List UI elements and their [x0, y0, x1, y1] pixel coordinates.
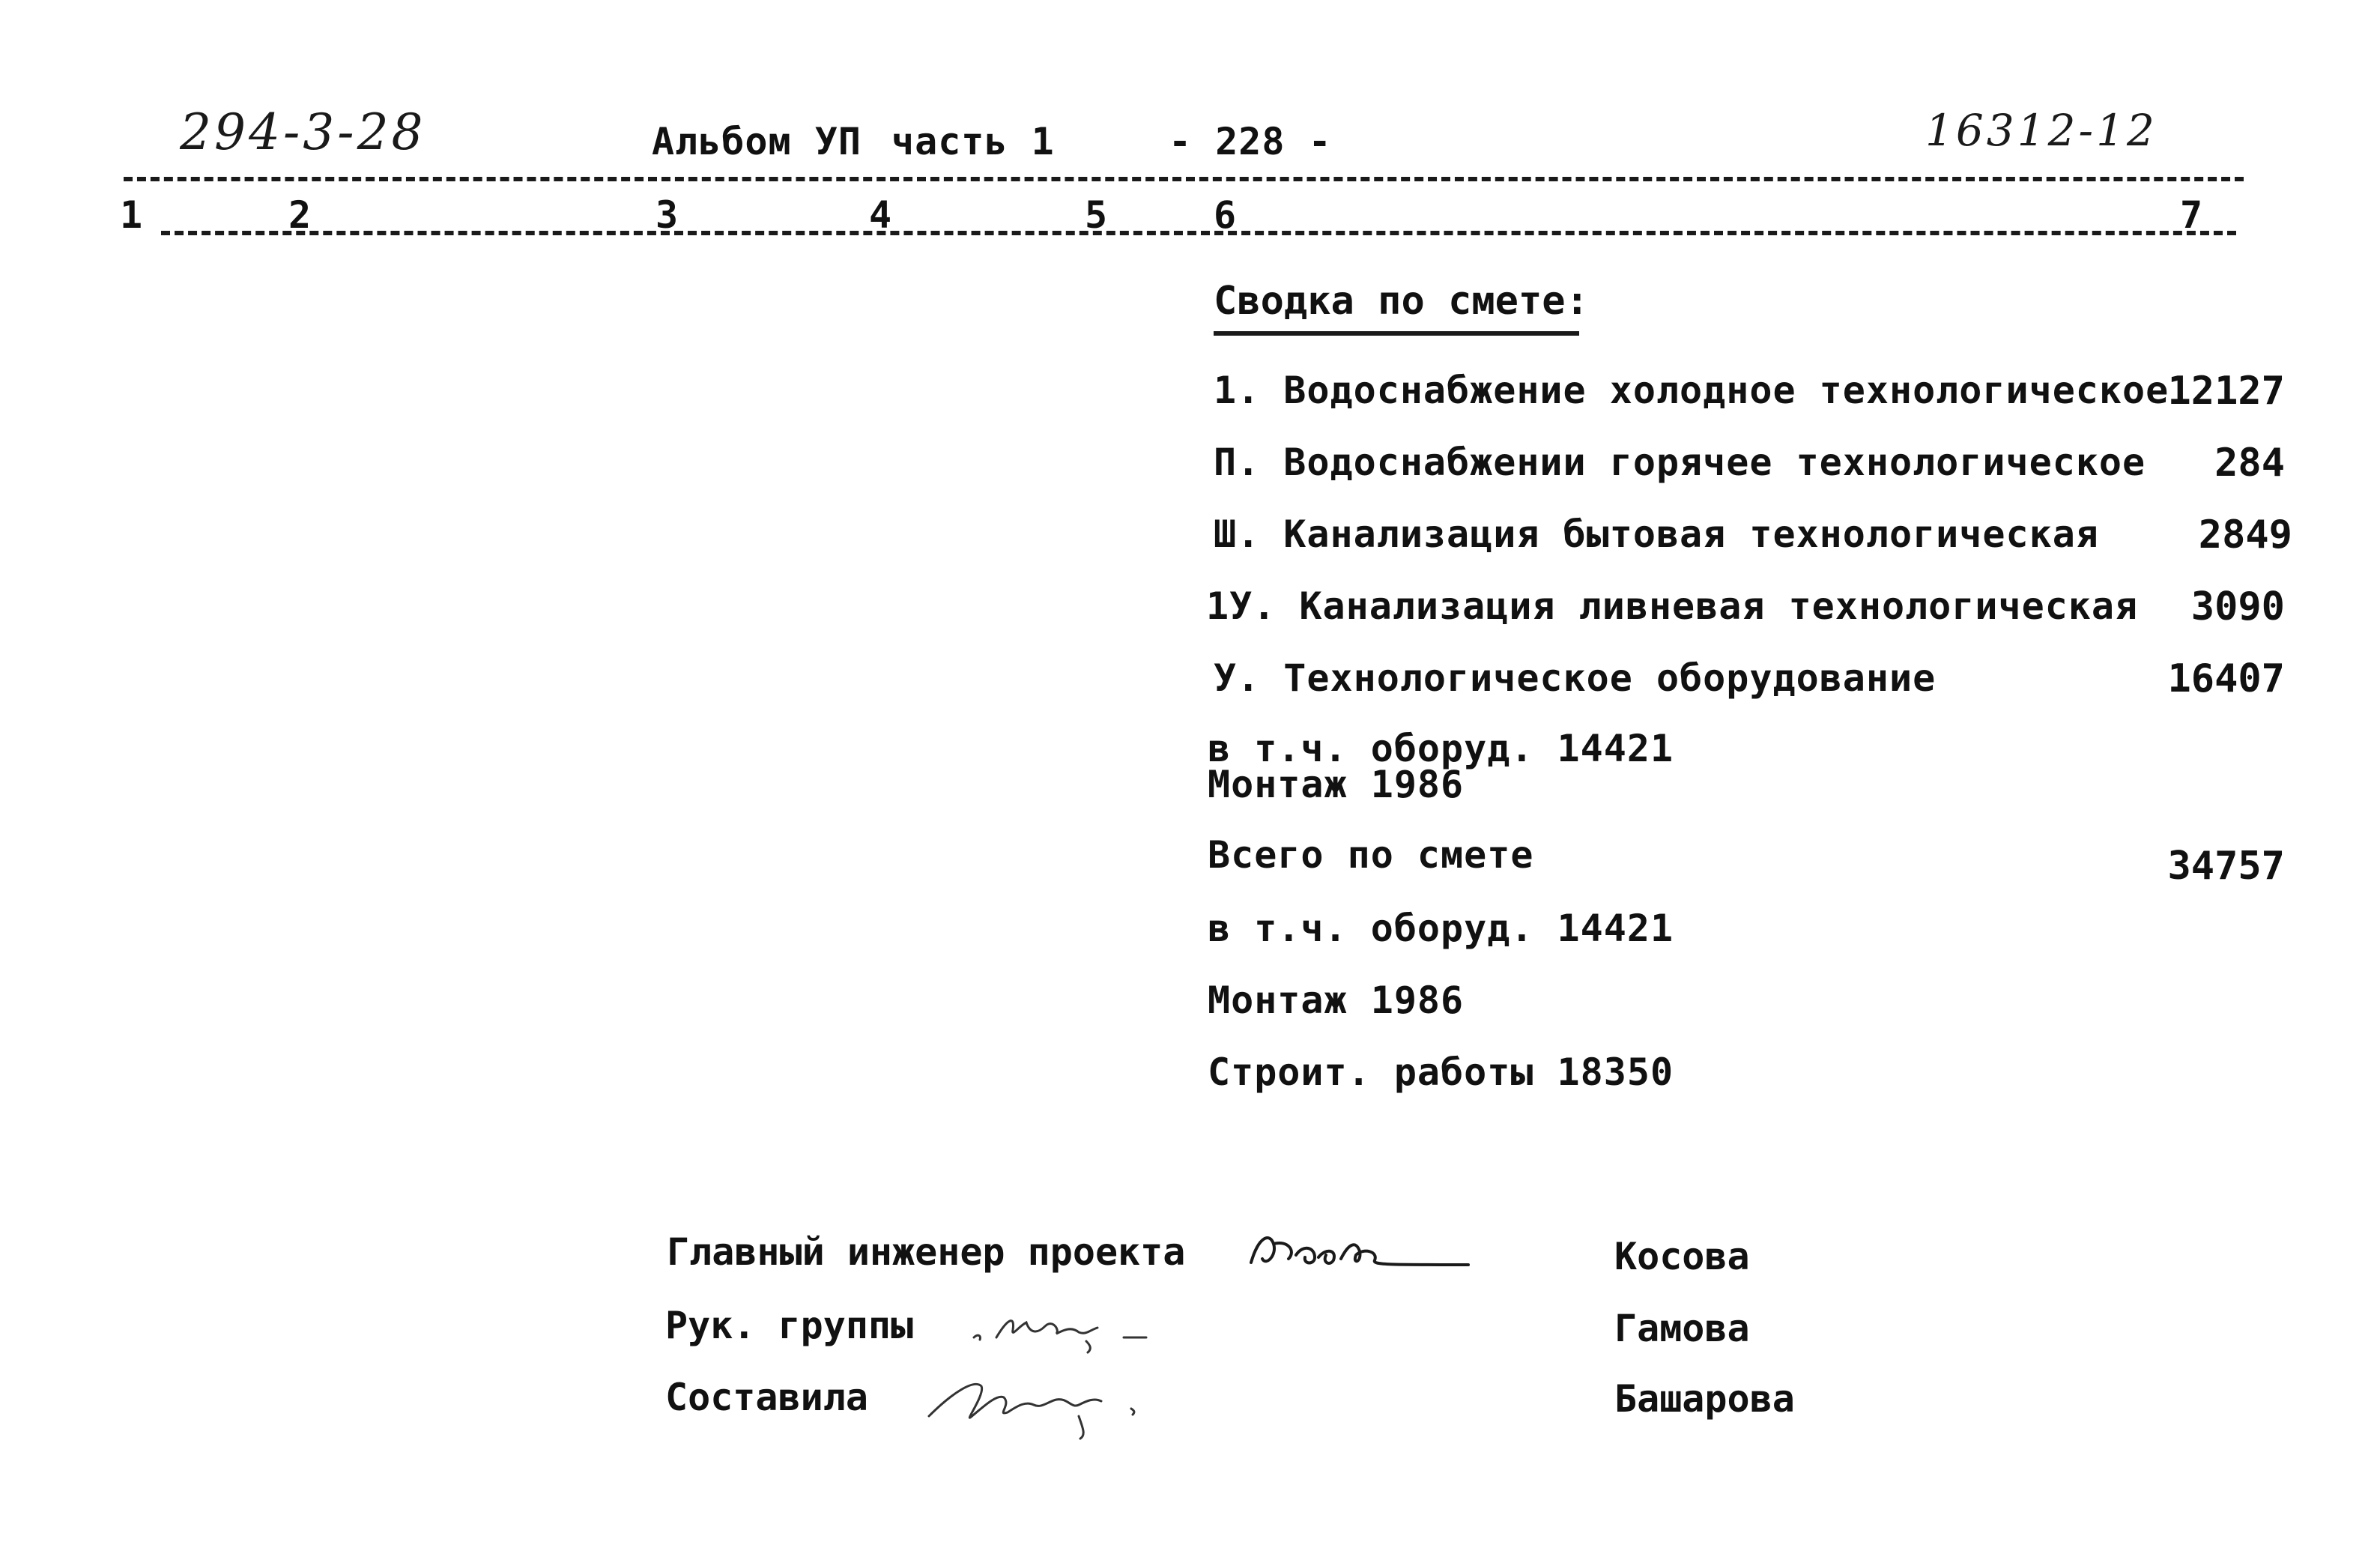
- summary-row-value: 12127: [2167, 369, 2285, 414]
- summary-row-value: 16407: [2167, 656, 2285, 701]
- equipment-note: в т.ч. оборуд. 14421: [1208, 907, 1674, 950]
- signature-name: Гамова: [1614, 1307, 1750, 1350]
- total-value: 34757: [2167, 844, 2285, 889]
- summary-row-label: У. Технологическое оборудование: [1214, 656, 1937, 700]
- handwritten-doc-number: 16312-12: [1925, 105, 2158, 156]
- signature-group-head: [966, 1296, 1229, 1356]
- column-number-4: 4: [869, 193, 892, 237]
- summary-row-label: Ш. Канализация бытовая технологическая: [1214, 513, 2099, 556]
- signature-name: Косова: [1614, 1235, 1750, 1278]
- column-number-5: 5: [1085, 193, 1108, 237]
- signature-role: Главный инженер проекта: [667, 1230, 1186, 1274]
- header-dashed-line-top: [124, 177, 2244, 181]
- summary-title-underline: [1214, 331, 1579, 336]
- equipment-note: в т.ч. оборуд. 14421: [1208, 727, 1674, 770]
- summary-title: Сводка по смете:: [1214, 279, 1589, 324]
- header-dashed-line-bottom: [161, 231, 2236, 235]
- signature-name: Башарова: [1614, 1377, 1795, 1421]
- summary-row-value: 2849: [2198, 513, 2292, 557]
- column-number-2: 2: [288, 193, 312, 237]
- signature-chief-engineer: [1244, 1221, 1483, 1281]
- mounting-note: Монтаж 1986: [1208, 763, 1465, 806]
- summary-row-label: 1У. Канализация ливневая технологическая: [1206, 584, 2139, 628]
- part-label: часть 1: [891, 120, 1055, 163]
- signature-role: Рук. группы: [665, 1304, 914, 1347]
- column-number-1: 1: [120, 193, 143, 237]
- mounting-note: Монтаж 1986: [1208, 979, 1465, 1022]
- column-number-7: 7: [2180, 193, 2203, 237]
- summary-row-label: 1. Водоснабжение холодное технологическое: [1214, 369, 2169, 412]
- construction-note: Строит. работы 18350: [1208, 1050, 1674, 1094]
- total-label: Всего по смете: [1208, 833, 1534, 877]
- handwritten-code: 294-3-28: [180, 103, 426, 161]
- column-number-6: 6: [1214, 193, 1237, 237]
- summary-row-label: П. Водоснабжении горячее технологическое: [1214, 441, 2146, 484]
- summary-row-value: 3090: [2190, 584, 2285, 629]
- summary-row-value: 284: [2214, 441, 2285, 486]
- album-label: Альбом УП: [652, 120, 862, 163]
- page-number: - 228 -: [1169, 120, 1332, 163]
- column-number-3: 3: [655, 193, 679, 237]
- signature-compiler: [921, 1364, 1191, 1446]
- signature-role: Составила: [665, 1376, 868, 1419]
